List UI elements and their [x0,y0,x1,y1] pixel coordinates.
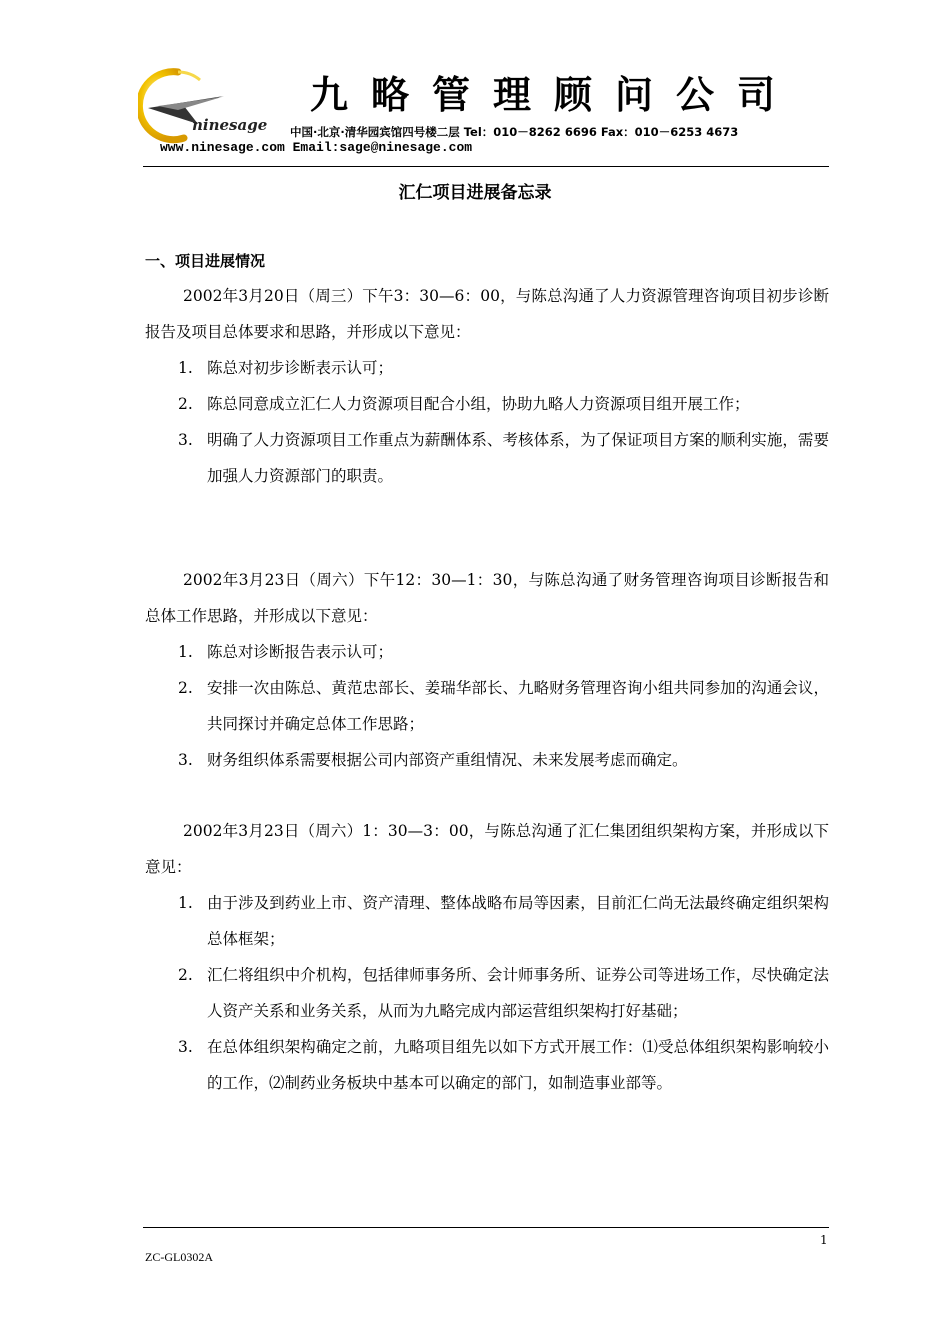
company-logo [138,66,268,146]
company-name: 九略管理顾问公司 [310,73,799,117]
meeting-block-3 [145,813,829,1101]
list-item: 3. 明确了人力资源项目工作重点为薪酬体系、考核体系，为了保证项目方案的顺利实施，需要加强人力资源部门的职责。 [178,431,829,485]
list-item: 3. 财务组织体系需要根据公司内部资产重组情况、未来发展考虑而确定。 [178,751,688,769]
section-heading: 一、项目进展情况 [145,252,266,270]
company-address: 中国·北京·清华园宾馆四号楼二层 Tel：010－8262 6696 Fax：010－6253 4673 [290,125,739,139]
meeting-intro: 2002年3月20日（周三）下午3：30—6：00，与陈总沟通了人力资源管理咨询项目初步诊断报告及项目总体要求和思路，并形成以下意见： [145,287,829,341]
meeting-intro: 2002年3月23日（周六）下午12：30—1：30，与陈总沟通了财务管理咨询项目诊断报告和总体工作思路，并形成以下意见： [145,571,829,625]
ninesage-logo-icon [138,66,268,146]
header-divider [143,166,829,167]
list-item: 2. 陈总同意成立汇仁人力资源项目配合小组，协助九略人力资源项目组开展工作； [178,395,750,413]
document-code: ZC-GL0302A [145,1250,213,1264]
svg-text:ninesage: ninesage [192,116,268,134]
meeting-items [145,350,829,494]
list-item: 1. 陈总对初步诊断表示认可； [178,359,394,377]
meeting-intro: 2002年3月23日（周六）1：30—3：00，与陈总沟通了汇仁集团组织架构方案，并形成以下意见： [145,822,829,876]
list-item: 3. 在总体组织架构确定之前，九略项目组先以如下方式开展工作：⑴受总体组织架构影响较小的工作，⑵制药业务板块中基本可以确定的部门，如制造事业部等。 [178,1038,829,1092]
list-item: 1. 陈总对诊断报告表示认可； [178,643,394,661]
list-item: 2. 汇仁将组织中介机构，包括律师事务所、会计师事务所、证券公司等进场工作，尽快确定法人资产关系和业务关系，从而为九略完成内部运营组织架构打好基础； [178,966,829,1020]
page-number: 1 [820,1233,828,1247]
meeting-items [145,634,829,778]
document-title: 汇仁项目进展备忘录 [398,183,552,203]
meeting-block-2 [145,562,829,778]
meeting-items [145,885,829,1101]
list-item: 1. 由于涉及到药业上市、资产清理、整体战略布局等因素，目前汇仁尚无法最终确定组织架构总体框架； [178,894,829,948]
meeting-block-1 [145,278,829,494]
footer-divider [143,1227,829,1228]
list-item: 2. 安排一次由陈总、黄范忠部长、姜瑞华部长、九略财务管理咨询小组共同参加的沟通会议，共同探讨并确定总体工作思路； [178,679,829,733]
company-website-email: www.ninesage.com Email:sage@ninesage.com [160,140,473,155]
